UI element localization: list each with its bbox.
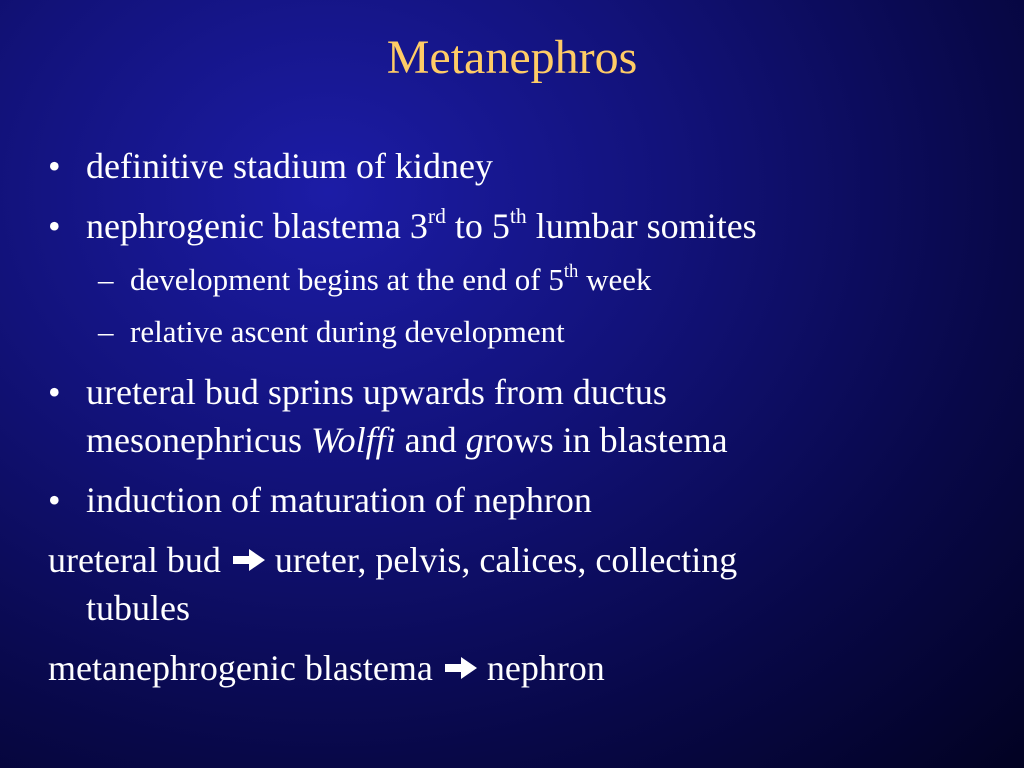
bullet-marker: •: [48, 146, 61, 186]
sub-bullet-marker: –: [98, 314, 114, 349]
bullet-item: induction of maturation of nephron: [86, 480, 592, 520]
bullet-marker: •: [48, 206, 61, 246]
mapping-line: metanephrogenic blastema nephron: [48, 648, 605, 688]
sub-bullet-marker: –: [98, 262, 114, 297]
bullet-marker: •: [48, 480, 61, 520]
bullet-item: ureteral bud sprins upwards from ductus: [86, 372, 667, 412]
sub-bullet-item: relative ascent during development: [130, 314, 565, 349]
right-arrow-icon: [231, 546, 267, 574]
bullet-item-continuation: mesonephricus Wolffi and grows in blastema: [86, 420, 728, 460]
right-arrow-icon: [443, 654, 479, 682]
mapping-line-continuation: tubules: [86, 588, 190, 628]
bullet-item: nephrogenic blastema 3rd to 5th lumbar somites: [86, 203, 757, 246]
sub-bullet-item: development begins at the end of 5th week: [130, 260, 652, 297]
slide-title: Metanephros: [386, 31, 638, 84]
bullet-marker: •: [48, 372, 61, 412]
bullet-item: definitive stadium of kidney: [86, 146, 493, 186]
mapping-line: ureteral bud ureter, pelvis, calices, collecting: [48, 540, 738, 580]
